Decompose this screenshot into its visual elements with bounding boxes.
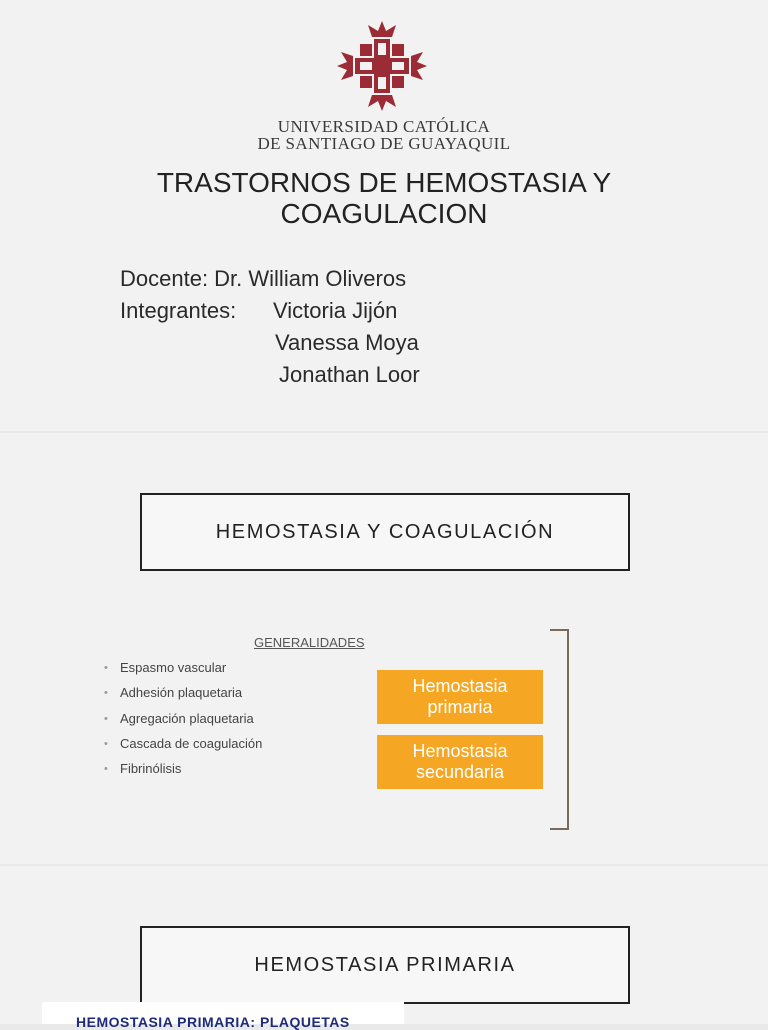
list-item [104, 659, 262, 684]
list-item [104, 735, 262, 760]
hemostasia-primaria-slide [0, 866, 768, 1030]
integrante-3: Jonathan Loor [279, 362, 420, 387]
generalidades-list [104, 659, 262, 785]
list-item [104, 710, 262, 735]
list-item [104, 684, 262, 709]
bullet-icon: • [104, 712, 108, 725]
list-item [104, 760, 262, 785]
box-line1: Hemostasia [412, 676, 508, 696]
embedded-image [42, 1002, 404, 1030]
bullet-icon: • [104, 662, 108, 674]
slide-title-box: HEMOSTASIA Y COAGULACIÓN [140, 493, 630, 571]
integrante-1: Victoria Jijón [273, 298, 398, 323]
university-name-line2: DE SANTIAGO DE GUAYAQUIL [257, 134, 511, 153]
hemostasia-secundaria-box [377, 735, 543, 789]
generalidades-slide [0, 433, 768, 864]
list-item-text: Fibrinólisis [120, 761, 182, 777]
box-line1: Hemostasia [412, 741, 508, 761]
box-line2: secundaria [415, 762, 505, 782]
slide-title-box: HEMOSTASIA PRIMARIA [140, 926, 630, 1004]
list-item-text: Adhesión plaquetaria [120, 685, 243, 701]
university-name-line1: UNIVERSIDAD CATÓLICA [277, 117, 491, 136]
docente-line: Docente: Dr. William Oliveros [120, 266, 407, 291]
list-item-text: Agregación plaquetaria [120, 710, 254, 726]
title-slide [0, 0, 768, 431]
integrante-2: Vanessa Moya [275, 330, 419, 355]
presentation-title-line1: TRASTORNOS DE HEMOSTASIA Y [156, 167, 612, 198]
bullet-icon: • [104, 737, 108, 750]
generalidades-heading: GENERALIDADES [254, 635, 365, 650]
hemostasia-primaria-box [377, 670, 543, 724]
bullet-icon: • [104, 687, 108, 700]
integrantes-label: Integrantes: [120, 298, 237, 323]
image-caption: HEMOSTASIA PRIMARIA: PLAQUETAS [76, 1014, 350, 1030]
right-bracket-icon [548, 628, 572, 831]
box-line2: primaria [427, 697, 493, 717]
cross-emblem-icon [336, 21, 428, 111]
list-item-text: Cascada de coagulación [120, 735, 263, 751]
list-item-text: Espasmo vascular [120, 660, 227, 675]
bullet-icon: • [104, 763, 108, 776]
presentation-title-line2: COAGULACION [280, 198, 488, 229]
